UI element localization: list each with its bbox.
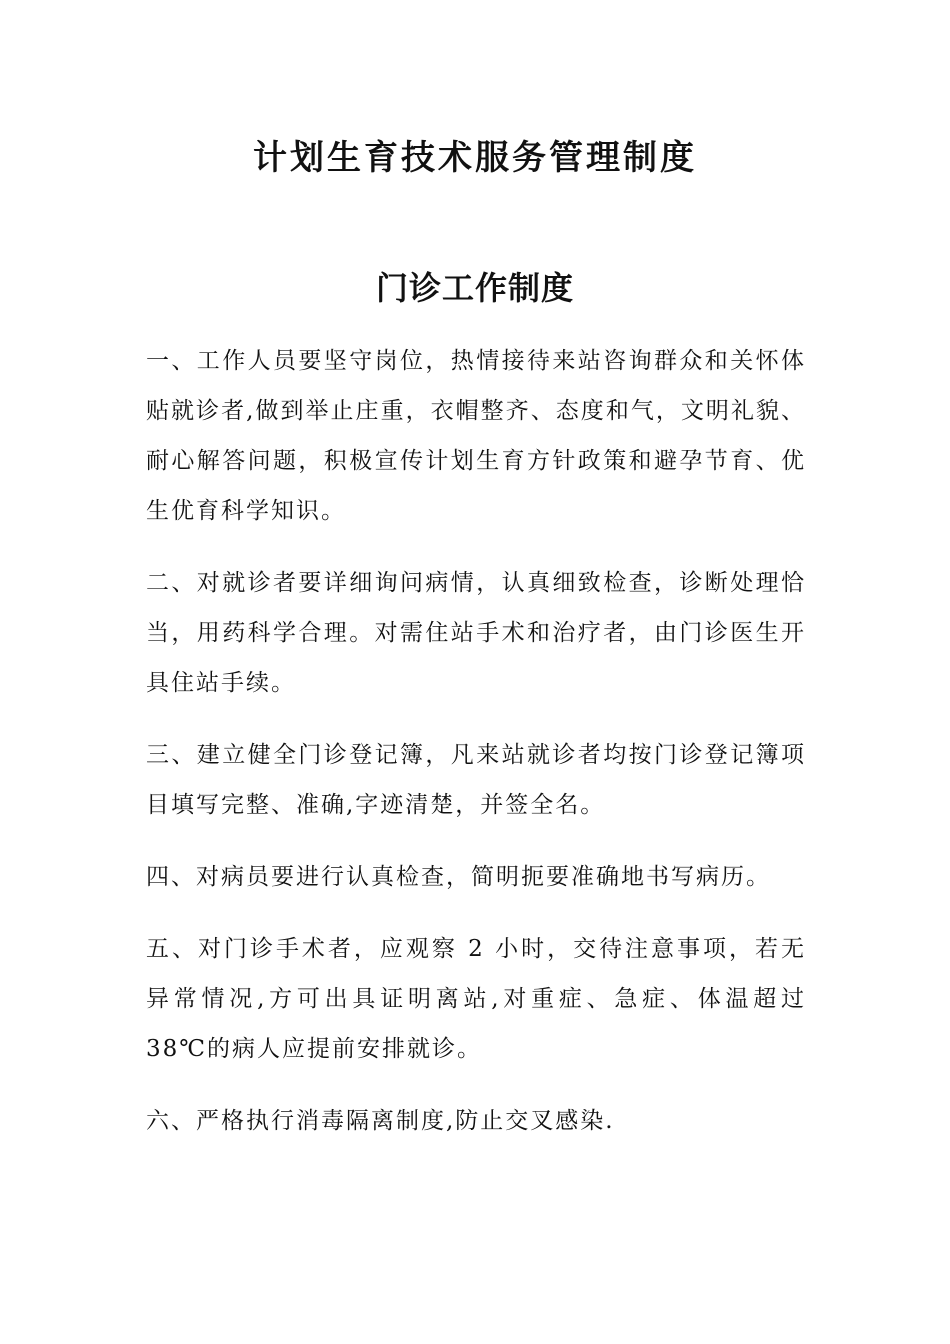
document-title: 计划生育技术服务管理制度 xyxy=(253,138,697,178)
paragraph-1: 一、工作人员要坚守岗位，热情接待来站咨询群众和关怀体贴就诊者,做到举止庄重，衣帽整齐、态度和气，文明礼貌、耐心解答问题，积极宣传计划生育方针政策和避孕节育、优生优育科学知识。 xyxy=(146,348,806,524)
paragraph-6: 六、严格执行消毒隔离制度,防止交叉感染. xyxy=(146,1108,615,1134)
paragraph-3: 三、建立健全门诊登记簿，凡来站就诊者均按门诊登记簿项目填写完整、准确,字迹清楚，并签全名。 xyxy=(146,742,806,818)
paragraph-4: 四、对病员要进行认真检查，简明扼要准确地书写病历。 xyxy=(146,864,771,890)
paragraph-5: 五、对门诊手术者，应观察 2 小时，交待注意事项，若无异常情况,方可出具证明离站,对重症、急症、体温超过 38℃的病人应提前安排就诊。 xyxy=(146,936,806,1062)
document-body xyxy=(146,336,806,1168)
section-title: 门诊工作制度 xyxy=(375,269,574,307)
paragraph-2: 二、对就诊者要详细询问病情，认真细致检查，诊断处理恰当，用药科学合理。对需住站手术和治疗者，由门诊医生开具住站手续。 xyxy=(146,570,806,696)
